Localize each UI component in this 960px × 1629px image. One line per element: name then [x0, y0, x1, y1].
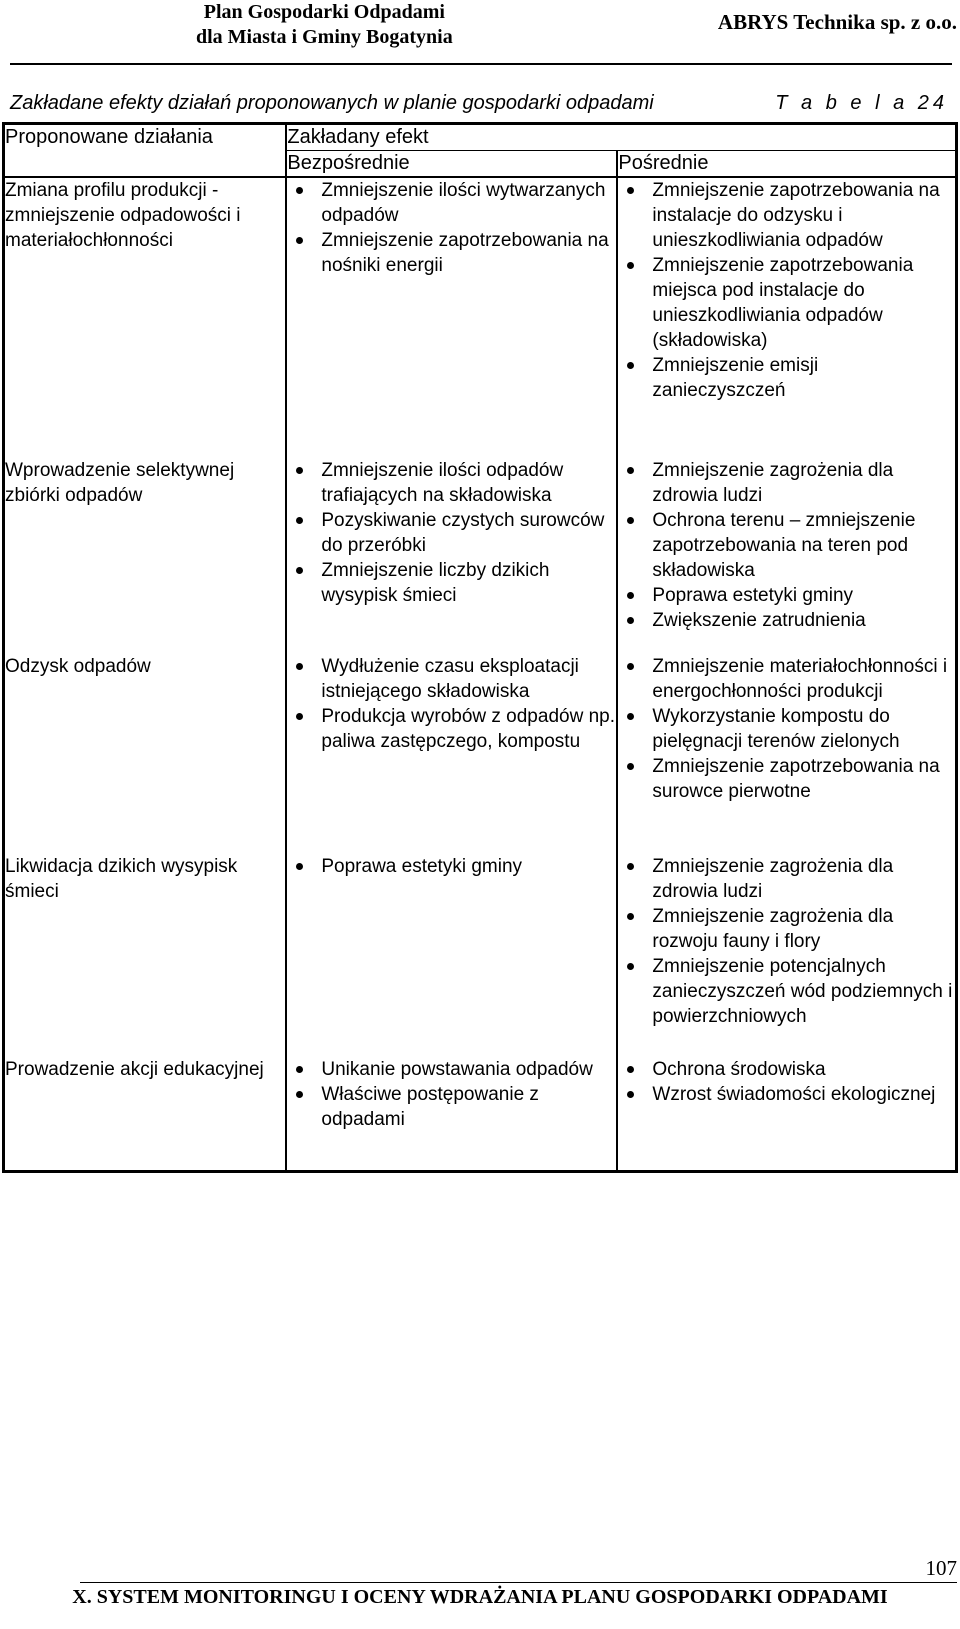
- bullet-icon: [627, 713, 634, 720]
- effect-text: Zmniejszenie emisji zanieczyszczeń: [652, 355, 819, 401]
- bullet-icon: [627, 617, 634, 624]
- table-row: [4, 854, 957, 1057]
- list-item: [287, 704, 616, 754]
- indirect-effects-list: [618, 458, 955, 633]
- action-cell: Wprowadzenie selektywnej zbiórki odpadów: [4, 458, 287, 654]
- indirect-effects-cell: [617, 854, 956, 1057]
- bullet-icon: [296, 467, 303, 474]
- bullet-icon: [296, 237, 303, 244]
- list-item: [618, 954, 955, 1029]
- document-title-line1: Plan Gospodarki Odpadami: [203, 1, 445, 23]
- list-item: [618, 508, 955, 583]
- indirect-effects-cell: [617, 458, 956, 654]
- bullet-icon: [627, 913, 634, 920]
- effect-text: Ochrona terenu – zmniejszenie zapotrzebowania na teren pod składowiska: [652, 510, 916, 581]
- table-body: [4, 177, 957, 1172]
- list-item: [287, 458, 616, 508]
- indirect-effects-list: [618, 1057, 955, 1107]
- list-item: [618, 654, 955, 704]
- direct-effects-cell: [286, 458, 617, 654]
- table-row: [4, 177, 957, 458]
- action-cell: Odzysk odpadów: [4, 654, 287, 854]
- effect-text: Zmniejszenie materiałochłonności i energochłonności produkcji: [652, 656, 948, 702]
- effect-text: Poprawa estetyki gminy: [652, 585, 854, 606]
- list-item: [287, 1057, 616, 1082]
- effect-text: Poprawa estetyki gminy: [321, 856, 523, 877]
- footer-divider: [80, 1582, 957, 1583]
- list-item: [618, 253, 955, 353]
- bullet-icon: [627, 663, 634, 670]
- table-row: [4, 1057, 957, 1172]
- effect-text: Zmniejszenie zagrożenia dla zdrowia ludzi: [652, 460, 894, 506]
- list-item: [618, 353, 955, 403]
- list-item: [287, 178, 616, 228]
- indirect-effects-list: [618, 178, 955, 403]
- list-item: [287, 1082, 616, 1132]
- table-row: [4, 654, 957, 854]
- bullet-icon: [627, 362, 634, 369]
- effect-text: Wydłużenie czasu eksploatacji istniejącego składowiska: [321, 656, 579, 702]
- bullet-icon: [627, 1091, 634, 1098]
- document-title-line2: dla Miasta i Gminy Bogatynia: [196, 26, 453, 48]
- list-item: [618, 1057, 955, 1082]
- bullet-icon: [627, 1066, 634, 1073]
- indirect-effects-list: [618, 654, 955, 804]
- bullet-icon: [627, 863, 634, 870]
- effect-text: Pozyskiwanie czystych surowców do przeróbki: [321, 510, 605, 556]
- bullet-icon: [627, 467, 634, 474]
- bullet-icon: [627, 262, 634, 269]
- effect-text: Zmniejszenie ilości odpadów trafiających na składowiska: [321, 460, 564, 506]
- list-item: [618, 904, 955, 954]
- direct-effects-list: [287, 854, 616, 879]
- indirect-effects-cell: [617, 177, 956, 458]
- bullet-icon: [296, 517, 303, 524]
- table-number: T a b e l a 24: [775, 92, 948, 114]
- effect-text: Zmniejszenie zagrożenia dla rozwoju fauny i flory: [652, 906, 894, 952]
- header-expected-effect: Zakładany efekt: [286, 124, 956, 151]
- bullet-icon: [296, 663, 303, 670]
- effect-text: Unikanie powstawania odpadów: [321, 1059, 593, 1080]
- effect-text: Właściwe postępowanie z odpadami: [321, 1084, 539, 1130]
- direct-effects-cell: [286, 654, 617, 854]
- header-indirect: Pośrednie: [617, 151, 956, 178]
- effect-text: Ochrona środowiska: [652, 1059, 826, 1080]
- bullet-icon: [296, 1066, 303, 1073]
- bullet-icon: [296, 187, 303, 194]
- bullet-icon: [296, 863, 303, 870]
- page-number: 107: [925, 1556, 957, 1580]
- table-row: [4, 458, 957, 654]
- direct-effects-list: [287, 178, 616, 278]
- effect-text: Wzrost świadomości ekologicznej: [652, 1084, 936, 1105]
- direct-effects-cell: [286, 1057, 617, 1172]
- direct-effects-list: [287, 1057, 616, 1132]
- action-cell: Zmiana profilu produkcji - zmniejszenie odpadowości i materiałochłonności: [4, 177, 287, 458]
- indirect-effects-list: [618, 854, 955, 1029]
- direct-effects-cell: [286, 854, 617, 1057]
- page-header: [0, 0, 960, 64]
- direct-effects-list: [287, 458, 616, 608]
- action-cell: Prowadzenie akcji edukacyjnej: [4, 1057, 287, 1172]
- bullet-icon: [627, 592, 634, 599]
- direct-effects-cell: [286, 177, 617, 458]
- bullet-icon: [296, 567, 303, 574]
- table-caption: [10, 92, 954, 118]
- bullet-icon: [627, 963, 634, 970]
- list-item: [618, 458, 955, 508]
- list-item: [618, 608, 955, 633]
- indirect-effects-cell: [617, 1057, 956, 1172]
- action-cell: Likwidacja dzikich wysypisk śmieci: [4, 854, 287, 1057]
- effect-text: Zmniejszenie zagrożenia dla zdrowia ludzi: [652, 856, 894, 902]
- header-proposed-actions: Proponowane działania: [4, 124, 287, 178]
- bullet-icon: [296, 1091, 303, 1098]
- list-item: [287, 654, 616, 704]
- direct-effects-list: [287, 654, 616, 754]
- effect-text: Zmniejszenie ilości wytwarzanych odpadów: [321, 180, 606, 226]
- bullet-icon: [627, 517, 634, 524]
- effect-text: Zmniejszenie zapotrzebowania miejsca pod instalacje do unieszkodliwiania odpadów (składowiska): [652, 255, 914, 351]
- effect-text: Wykorzystanie kompostu do pielęgnacji terenów zielonych: [652, 706, 900, 752]
- list-item: [618, 583, 955, 608]
- bullet-icon: [627, 763, 634, 770]
- bullet-icon: [296, 713, 303, 720]
- effect-text: Zmniejszenie zapotrzebowania na instalacje do odzysku i unieszkodliwiania odpadów: [652, 180, 940, 251]
- list-item: [287, 508, 616, 558]
- caption-text: Zakładane efekty działań proponowanych w planie gospodarki odpadami: [10, 92, 654, 114]
- effect-text: Zmniejszenie potencjalnych zanieczyszczeń wód podziemnych i powierzchniowych: [652, 956, 953, 1027]
- effect-text: Zwiększenie zatrudnienia: [652, 610, 866, 631]
- list-item: [618, 854, 955, 904]
- list-item: [287, 854, 616, 879]
- list-item: [618, 178, 955, 253]
- list-item: [287, 228, 616, 278]
- document-title: [196, 0, 453, 50]
- effect-text: Zmniejszenie zapotrzebowania na nośniki energii: [321, 230, 609, 276]
- chapter-title: X. SYSTEM MONITORINGU I OCENY WDRAŻANIA PLANU GOSPODARKI ODPADAMI: [72, 1586, 888, 1608]
- effects-table: [2, 122, 958, 1173]
- header-direct: Bezpośrednie: [286, 151, 617, 178]
- header-divider: [10, 63, 952, 65]
- effect-text: Zmniejszenie liczby dzikich wysypisk śmieci: [321, 560, 550, 606]
- list-item: [618, 754, 955, 804]
- list-item: [618, 1082, 955, 1107]
- company-name: ABRYS Technika sp. z o.o.: [717, 10, 957, 34]
- list-item: [618, 704, 955, 754]
- effect-text: Produkcja wyrobów z odpadów np. paliwa zastępczego, kompostu: [321, 706, 615, 752]
- effect-text: Zmniejszenie zapotrzebowania na surowce pierwotne: [652, 756, 940, 802]
- list-item: [287, 558, 616, 608]
- indirect-effects-cell: [617, 654, 956, 854]
- bullet-icon: [627, 187, 634, 194]
